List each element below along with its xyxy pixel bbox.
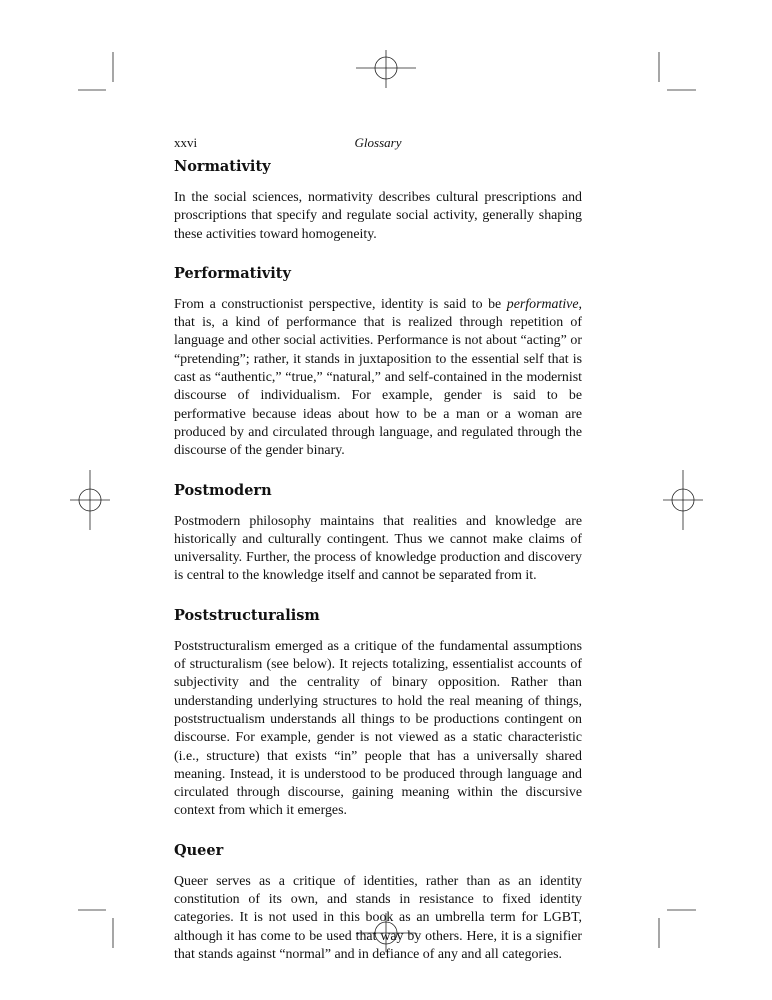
entry-term: Poststructuralism (174, 606, 320, 624)
entry-definition: Queer serves as a critique of identities, rather than as an identity constitution of its own, and stands in resistance to fixed identity categories. It is not used in this book as an umbrella term for LGBT, although it has come to be used that way by others. Here, it is a signifier that stands against “normal” and in defiance of any and all categories. (174, 873, 582, 962)
entry-definition: Postmodern philosophy maintains that realities and knowledge are historically and culturally contingent. Thus we cannot make claims of universality. Further, the process of knowledge production and discovery is central to the knowledge itself and cannot be separated from it. (174, 513, 582, 584)
glossary-entry-normativity (174, 157, 582, 244)
definition-text: From a constructionist perspective, identity is said to be (174, 296, 507, 312)
definition-emphasis: performative (506, 296, 579, 312)
definition-text: , that is, a kind of performance that is realized through repetition of language and other social activities. Performance is not about “acting” or “pretending”; rather, it stands in juxtaposition to the essential self that is cast as “authentic,” “true,” “natural,” and self-contained in the modernist discourse of individualism. For example, gender is said to be performative because ideas about how to be a man or a woman are produced by and circulated through language, and regulated through the discourse of the gender binary. (174, 296, 582, 459)
glossary-entry-postmodern (174, 481, 582, 586)
entry-definition: In the social sciences, normativity describes cultural prescriptions and proscriptions that specify and regulate social activity, generally shaping these activities toward homogeneity. (174, 190, 582, 242)
entry-definition: Poststructuralism emerged as a critique of the fundamental assumptions of structuralism (see below). It rejects totalizing, essentialist accounts of subjectivity and the centrality of binary opposition. Rather than understanding underlying structures to hold the real meaning of things, poststructualism understands all things to be productions contingent on discourse. For example, gender is not viewed as a static characteristic (i.e., structure) that exists “in” people that has a universally shared meaning. Instead, it is understood to be produced through language and circulated through discourse, gaining meaning within the discursive context from which it emerges. (174, 638, 582, 819)
entry-term: Normativity (174, 158, 271, 175)
entry-term: Postmodern (174, 481, 272, 499)
entry-definition (174, 296, 582, 461)
running-title: Glossary (354, 135, 402, 150)
page-number: xxvi (174, 135, 198, 150)
glossary-entry-poststructuralism (174, 606, 582, 821)
entry-term: Performativity (174, 264, 291, 282)
entry-term: Queer (174, 841, 224, 859)
glossary-entry-performativity (174, 264, 582, 461)
glossary-entry-queer (174, 841, 582, 964)
glossary-content (174, 157, 582, 984)
page-header (174, 135, 582, 153)
